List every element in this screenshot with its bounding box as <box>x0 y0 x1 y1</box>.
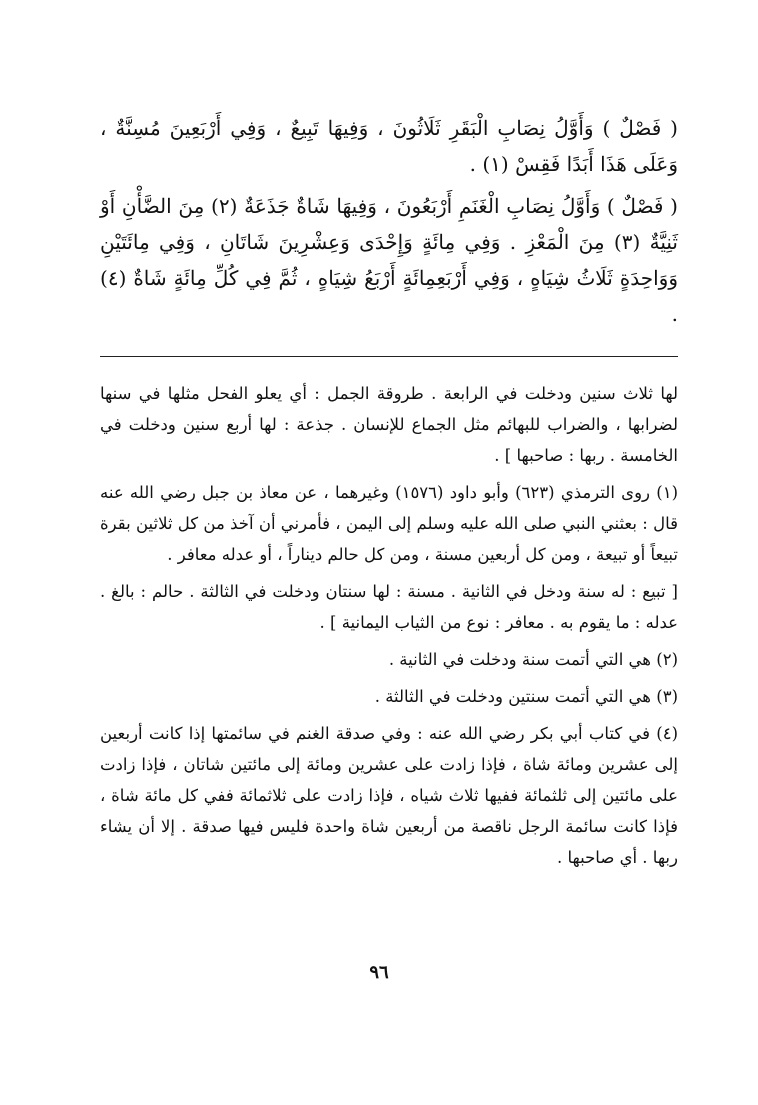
paragraph-sheep: ( فَصْلٌ ) وَأَوَّلُ نِصَابِ الْغَنَمِ أَرْبَعُونَ ، وَفِيهَا شَاةٌ جَذَعَةٌ (٢) مِنَ الضَّأْنِ أَوْ ثَنِيَّةٌ (٣) مِنَ الْمَعْزِ . وَفِي مِائَةٍ وَإِحْدَى وَعِشْرِينَ شَاتَانِ ، وَفِي مِائَتَيْنِ وَوَاحِدَةٍ ثَلَاثُ شِيَاهٍ ، وَفِي أَرْبَعِمِائَةٍ أَرْبَعُ شِيَاهٍ ، ثُمَّ فِي كُلِّ مِائَةٍ شَاةٌ (٤) . <box>100 194 678 326</box>
paragraph-cattle: ( فَصْلٌ ) وَأَوَّلُ نِصَابِ الْبَقَرِ ثَلَاثُونَ ، وَفِيهَا تَبِيعٌ ، وَفِي أَرْبَعِينَ مُسِنَّةٌ ، وَعَلَى هَذَا أَبَدًا فَقِسْ (١) . <box>100 116 678 176</box>
page-number: ٩٦ <box>369 962 389 983</box>
footnote-4: (٤) في كتاب أبي بكر رضي الله عنه : وفي صدقة الغنم في سائمتها إذا كانت أربعين إلى عشرين ومائة شاة ، فإذا زادت على عشرين ومائة إلى مائتين شاتان ، فإذا زادت على مائتين إلى ثلثمائة ففيها ثلاث شياه ، فإذا زادت على ثلاثمائة ففي كل مائة شاة ، فإذا كانت سائمة الرجل ناقصة من أربعين شاة واحدة فليس فيها صدقة . إلا أن يشاء ربها . أي صاحبها . <box>100 724 678 867</box>
footnote-separator <box>100 356 678 357</box>
footnotes <box>100 378 678 879</box>
footnote-3: (٣) هي التي أتمت سنتين ودخلت في الثالثة . <box>374 687 678 706</box>
footnote-continuation: لها ثلاث سنين ودخلت في الرابعة . طروقة الجمل : أي يعلو الفحل مثلها في سنها لضرابها ، والضراب للبهائم مثل الجماع للإنسان . جذعة : لها أربع سنين ودخلت في الخامسة . ربها : صاحبها ] . <box>100 384 678 465</box>
footnote-2: (٢) هي التي أتمت سنة ودخلت في الثانية . <box>388 650 678 669</box>
footnote-1: (١) روى الترمذي (٦٢٣) وأبو داود (١٥٧٦) وغيرهما ، عن معاذ بن جبل رضي الله عنه قال : بعثني النبي صلى الله عليه وسلم إلى اليمن ، فأمرني أن آخذ من كل ثلاثين بقرة تبيعاً أو تبيعة ، ومن كل أربعين مسنة ، ومن كل حالم ديناراً ، أو عدله معافر . <box>100 483 678 564</box>
footnote-1-glossary: [ تبيع : له سنة ودخل في الثانية . مسنة : لها سنتان ودخلت في الثالثة . حالم : بالغ . عدله : ما يقوم به . معافر : نوع من الثياب اليمانية ] . <box>100 582 678 632</box>
main-text <box>100 110 678 338</box>
